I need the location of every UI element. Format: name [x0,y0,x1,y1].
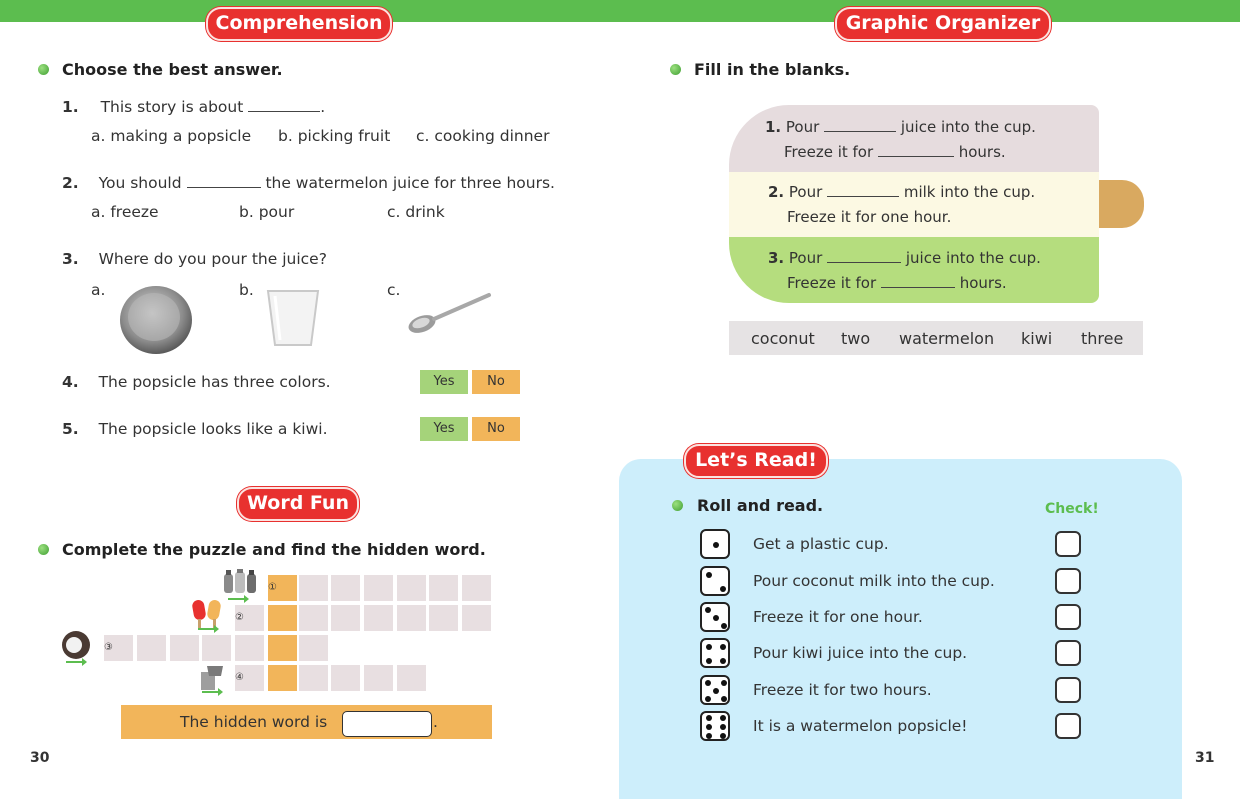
question-5 [62,420,328,438]
clue-arrow-icon [198,628,216,630]
crossword-cell[interactable] [267,604,298,632]
roll-read-sentence: Get a plastic cup. [753,535,889,553]
bowl-icon[interactable] [118,284,194,356]
crossword-cell[interactable] [363,604,394,632]
item-text: Pour [788,183,823,201]
item-number: 2. [768,183,785,201]
popsicle-stick [1099,180,1144,228]
question-text-end: . [320,98,326,116]
graphic-organizer-header: Graphic Organizer [835,7,1051,41]
question-1 [62,98,325,116]
word-bank-item[interactable]: two [841,329,871,348]
question-4 [62,373,331,391]
crossword-cell[interactable] [330,574,361,602]
dice-4-icon [700,638,730,668]
organizer-item-1-line-1 [765,118,1036,136]
question-text: Where do you pour the juice? [98,250,327,268]
q1-option-a[interactable]: a. making a popsicle [91,127,252,145]
dice-6-icon [700,711,730,741]
question-number: 5. [62,420,79,438]
dice-2-icon [700,566,730,596]
organizer-item-3-line-1 [768,249,1041,267]
dice-5-icon [700,675,730,705]
question-number: 4. [62,373,79,391]
crossword-cell[interactable] [461,604,492,632]
check-box[interactable] [1055,640,1081,666]
word-fun-header: Word Fun [237,487,359,521]
plastic-cup-icon[interactable] [265,288,321,348]
clue-number: ③ [104,642,113,653]
item-text: Freeze it for [787,274,877,292]
crossword-cell[interactable] [298,664,329,692]
item-text: juice into the cup. [905,249,1041,267]
question-text: You should [98,174,182,192]
question-text-end: the watermelon juice for three hours. [265,174,555,192]
crossword-cell[interactable] [330,604,361,632]
crossword-cell[interactable] [234,604,265,632]
crossword-cell[interactable] [136,634,167,662]
check-box[interactable] [1055,713,1081,739]
question-3 [62,250,327,268]
dice-pip [713,542,719,548]
question-2 [62,174,555,192]
crossword-cell[interactable] [103,634,134,662]
bullet-icon [672,500,683,511]
popsicle-layer-2 [729,172,1099,237]
word-bank-item[interactable]: coconut [751,329,815,348]
q3-option-a-label[interactable]: a. [91,281,106,299]
crossword-cell[interactable] [267,634,298,662]
q1-option-c[interactable]: c. cooking dinner [416,127,550,145]
check-box[interactable] [1055,677,1081,703]
dice-3-icon [700,602,730,632]
bottles-icon [222,568,258,594]
popsicles-icon [190,598,226,630]
question-number: 1. [62,98,79,116]
roll-read-sentence: Pour kiwi juice into the cup. [753,644,968,662]
q3-option-b-label[interactable]: b. [239,281,254,299]
question-text: The popsicle looks like a kiwi. [98,420,328,438]
crossword-cell[interactable] [169,634,200,662]
q1-option-b[interactable]: b. picking fruit [278,127,391,145]
crossword-cell[interactable] [267,574,298,602]
dice-pip [721,623,727,629]
organizer-item-2-line-1 [768,183,1035,201]
crossword-cell[interactable] [330,664,361,692]
dice-pip [705,680,711,686]
dice-pip [720,658,726,664]
answer-blank[interactable] [248,111,320,112]
item-text: Pour [785,118,820,136]
item-text: milk into the cup. [903,183,1036,201]
answer-blank[interactable] [187,187,261,188]
comprehension-instruction: Choose the best answer. [62,60,283,79]
q2-option-b[interactable]: b. pour [239,203,295,221]
crossword-cell[interactable] [234,664,265,692]
dice-pip [706,724,712,730]
clue-arrow-icon [66,661,84,663]
dice-pip [706,644,712,650]
organizer-item-1-line-2 [784,143,1006,161]
check-box[interactable] [1055,568,1081,594]
dice-pip [720,733,726,739]
answer-blank[interactable] [827,196,899,197]
dice-pip [720,724,726,730]
bullet-icon [38,544,49,555]
dice-pip [706,715,712,721]
word-bank-item[interactable]: three [1081,329,1124,348]
dice-pip [706,572,712,578]
hidden-word-period: . [433,713,438,731]
crossword-cell[interactable] [461,574,492,602]
item-text: Pour [788,249,823,267]
comprehension-header: Comprehension [206,7,392,41]
q2-option-c[interactable]: c. drink [387,203,445,221]
dice-pip [713,688,719,694]
clue-number: ④ [235,672,244,683]
crossword-cell[interactable] [396,604,427,632]
bullet-icon [670,64,681,75]
item-number: 1. [765,118,782,136]
lets-read-instruction: Roll and read. [697,496,824,515]
popsicle-layer-1 [729,105,1099,172]
question-text: The popsicle has three colors. [98,373,331,391]
dice-pip [705,607,711,613]
clue-arrow-icon [228,598,246,600]
roll-read-sentence: It is a watermelon popsicle! [753,717,968,735]
item-text: Freeze it for [784,143,874,161]
answer-blank[interactable] [878,156,954,157]
item-text: juice into the cup. [900,118,1036,136]
answer-blank[interactable] [824,131,896,132]
hidden-word-input[interactable] [342,711,432,737]
word-bank-item[interactable]: kiwi [1021,329,1053,348]
word-bank [729,321,1143,355]
answer-blank[interactable] [881,287,955,288]
crossword-cell[interactable] [298,634,329,662]
crossword-cell[interactable] [396,664,427,692]
crossword-cell[interactable] [363,574,394,602]
dice-pip [720,644,726,650]
page-number-left: 30 [30,750,50,766]
dice-pip [720,715,726,721]
word-fun-instruction: Complete the puzzle and find the hidden word. [62,540,486,559]
spoon-icon[interactable] [405,290,495,336]
roll-read-sentence: Freeze it for one hour. [753,608,923,626]
roll-read-sentence: Pour coconut milk into the cup. [753,572,995,590]
answer-blank[interactable] [827,262,901,263]
word-bank-item[interactable]: watermelon [899,329,995,348]
dice-1-icon [700,529,730,559]
crossword-cell[interactable] [428,574,459,602]
q5-no-button[interactable]: No [472,417,520,441]
dice-pip [721,680,727,686]
dice-pip [713,615,719,621]
check-box[interactable] [1055,531,1081,557]
dice-pip [720,586,726,592]
clue-arrow-icon [202,691,220,693]
check-label: Check! [1045,501,1099,517]
item-number: 3. [768,249,785,267]
lets-read-header: Let’s Read! [684,444,828,478]
q3-option-c-label[interactable]: c. [387,281,401,299]
organizer-item-2-line-2: Freeze it for one hour. [787,208,952,226]
item-text: hours. [958,143,1006,161]
dice-pip [706,658,712,664]
crossword-cell[interactable] [298,604,329,632]
question-number: 3. [62,250,79,268]
clue-number: ① [268,582,277,593]
graphic-instruction: Fill in the blanks. [694,60,851,79]
crossword-cell[interactable] [298,574,329,602]
organizer-item-3-line-2 [787,274,1007,292]
q4-yes-button[interactable]: Yes [420,370,468,394]
crossword-cell[interactable] [267,664,298,692]
clue-number: ② [235,612,244,623]
q5-yes-button[interactable]: Yes [420,417,468,441]
hidden-word-label: The hidden word is [180,713,328,731]
dice-pip [721,696,727,702]
check-box[interactable] [1055,604,1081,630]
bullet-icon [38,64,49,75]
top-green-bar [0,0,1240,22]
crossword-cell[interactable] [201,634,232,662]
dice-pip [705,696,711,702]
crossword-cell[interactable] [396,574,427,602]
item-text: hours. [959,274,1007,292]
coconut-icon [58,630,94,660]
question-number: 2. [62,174,79,192]
dice-pip [706,733,712,739]
crossword-cell[interactable] [428,604,459,632]
crossword-cell[interactable] [234,634,265,662]
popsicle-layer-3 [729,237,1099,303]
q2-option-a[interactable]: a. freeze [91,203,159,221]
crossword-cell[interactable] [363,664,394,692]
page-number-right: 31 [1195,750,1215,766]
q4-no-button[interactable]: No [472,370,520,394]
roll-read-sentence: Freeze it for two hours. [753,681,932,699]
question-text: This story is about [100,98,244,116]
